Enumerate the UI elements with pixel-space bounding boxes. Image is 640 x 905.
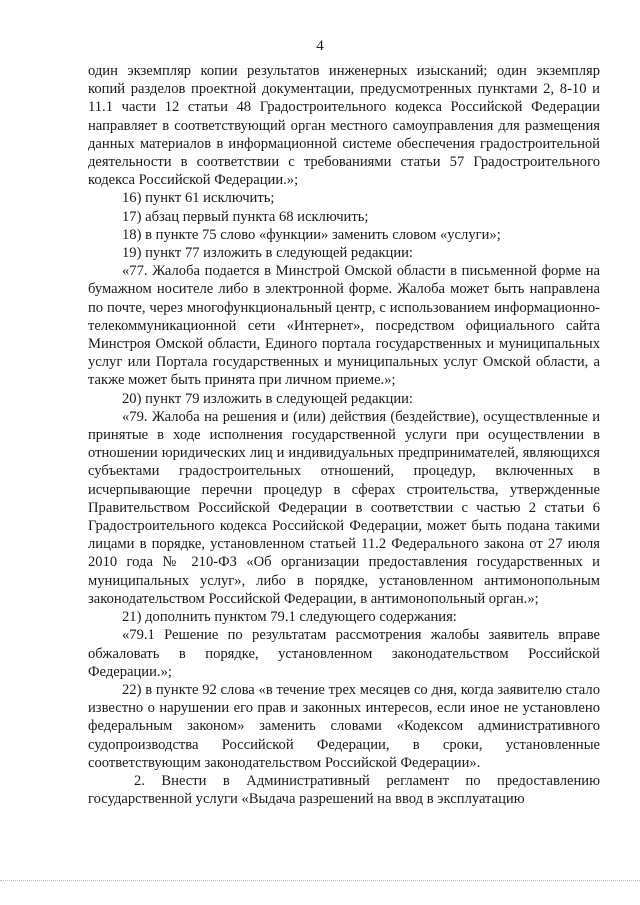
paragraph: 20) пункт 79 изложить в следующей редакции: xyxy=(122,390,413,407)
paragraph: «77. Жалоба подается в Минстрой Омской области в письменной форме на бумажном носителе либо в электронной форме. Жалоба может быть направлена по почте, через многофункциональный центр, с использованием информационно-телекоммуникационной сети «Интернет», посредством официального сайта Минстроя Омской области, Единого портала государственных и муниципальных услуг или Портала государственных и муниципальных услуг Омской области, а также может быть принята при личном приеме.»; xyxy=(88,263,600,389)
document-body xyxy=(88,62,600,808)
paragraph: 19) пункт 77 изложить в следующей редакции: xyxy=(122,245,413,262)
paragraph: «79.1 Решение по результатам рассмотрения жалобы заявитель вправе обжаловать в порядке, установленном законодательством Российской Федерации.»; xyxy=(88,627,600,680)
page-number: 4 xyxy=(316,38,324,54)
paragraph: 16) пункт 61 исключить; xyxy=(122,190,275,207)
paragraph: «79. Жалоба на решения и (или) действия (бездействие), осуществленные и принятые в ходе исполнения государственной услуги при осуществлении в отношении юридических лиц и индивидуальных предпринимателей, являющихся субъектами градостроительных отношений, процедур, включенных в исчерпывающие перечни процедур в сферах строительства, утвержденные Правительством Российской Федерации в соответствии с частью 2 статьи 6 Градостроительного кодекса Российской Федерации, может быть подана такими лицами в порядке, установленном статьей 11.2 Федерального закона от 27 июля 2010 года № 210-ФЗ «Об организации предоставления государственных и муниципальных услуг», либо в порядке, установленном антимонопольным законодательством Российской Федерации, в антимонопольный орган.»; xyxy=(88,408,600,607)
paragraph: 22) в пункте 92 слова «в течение трех месяцев со дня, когда заявителю стало известно о нарушении его прав и законных интересов, если иное не установлено федеральным законом» заменить словами «Кодексом административного судопроизводства Российской Федерации, в сроки, установленные соответствующим законодательством Российской Федерации». xyxy=(88,681,600,771)
paragraph: 2. Внести в Административный регламент по предоставлению государственной услуги «Выдача разрешений на ввод в эксплуатацию xyxy=(88,772,600,808)
paragraph: 17) абзац первый пункта 68 исключить; xyxy=(122,208,369,225)
paragraph: 21) дополнить пунктом 79.1 следующего содержания: xyxy=(122,609,457,626)
scan-edge-line xyxy=(0,880,640,881)
paragraph: один экземпляр копии результатов инженерных изысканий; один экземпляр копий разделов проектной документации, предусмотренных пунктами 2, 8-10 и 11.1 части 12 статьи 48 Градостроительного кодекса Российской Федерации направляет в соответствующий орган местного самоуправления для размещения данных материалов в информационной системе обеспечения градостроительной деятельности в соответствии с требованиями статьи 57 Градостроительного кодекса Российской Федерации.»; xyxy=(88,63,600,189)
paragraph: 18) в пункте 75 слово «функции» заменить словом «услуги»; xyxy=(122,226,501,243)
